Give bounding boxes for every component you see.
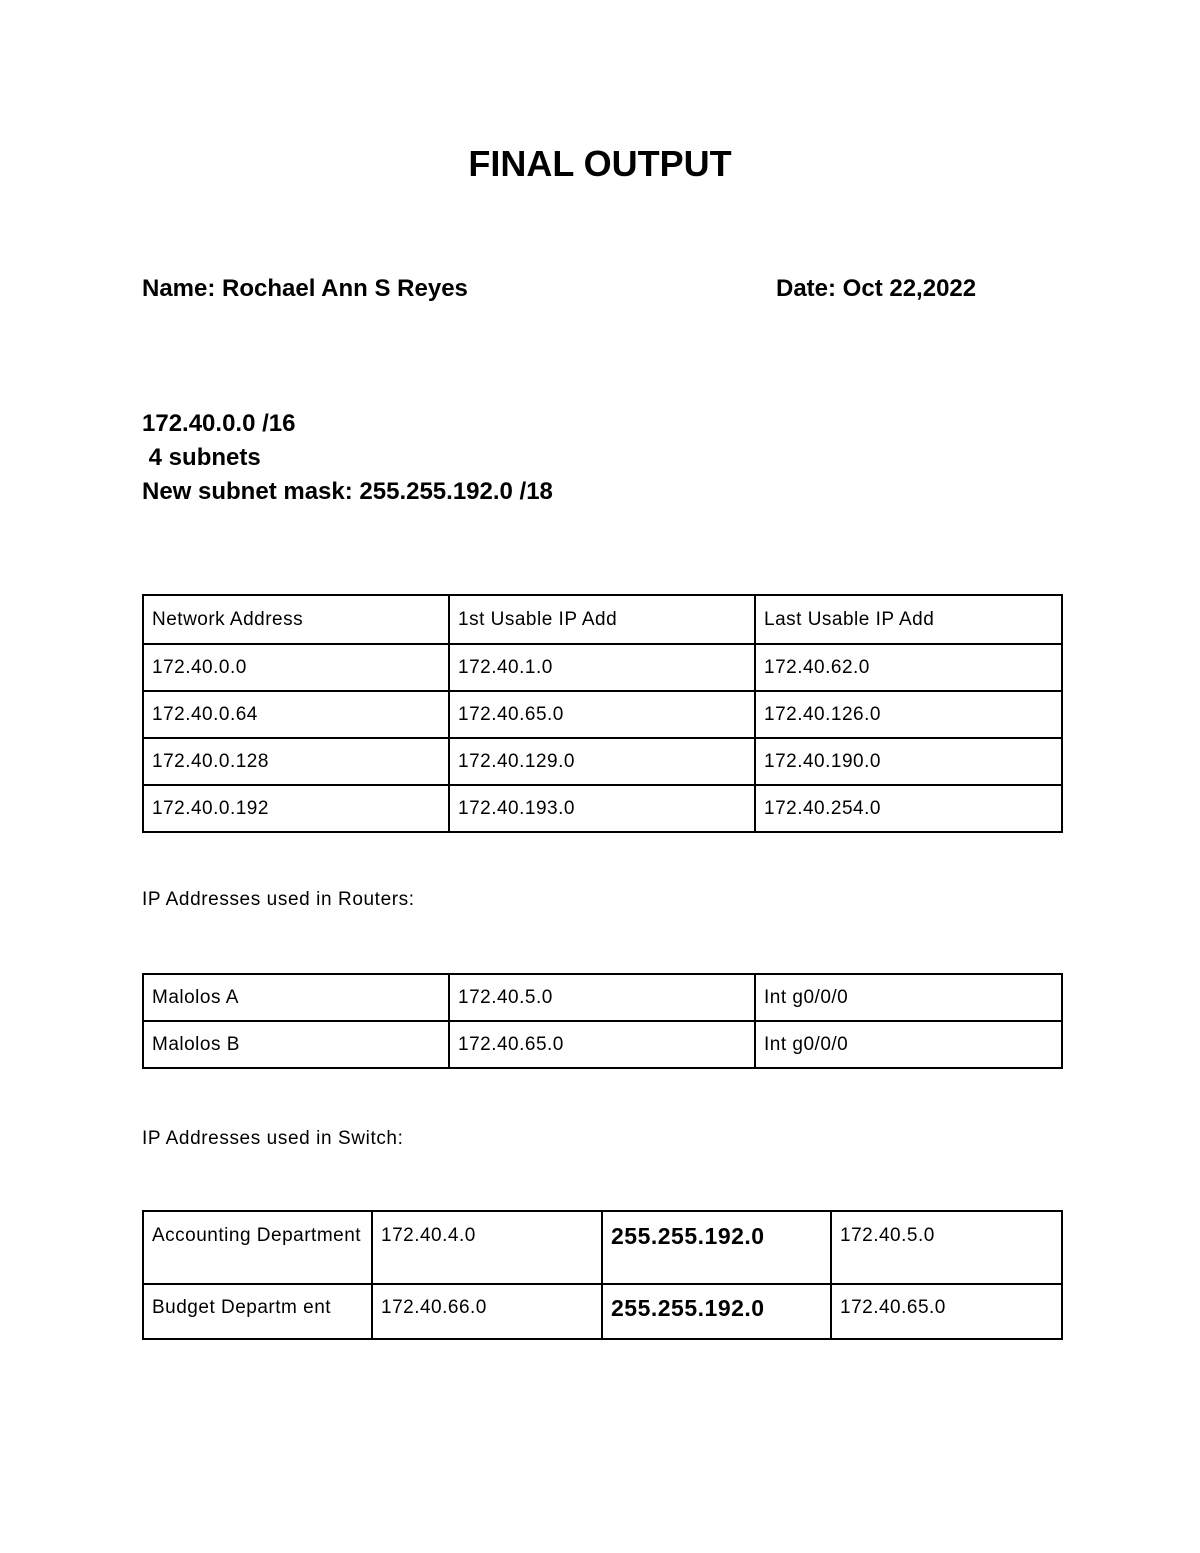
router-name: Malolos B <box>143 1021 449 1068</box>
header-network-address: Network Address <box>143 595 449 644</box>
default-gateway: 172.40.5.0 <box>831 1211 1062 1284</box>
table-cell: 172.40.0.192 <box>143 785 449 832</box>
routers-table <box>142 973 1063 1069</box>
router-name: Malolos A <box>143 974 449 1021</box>
router-ip: 172.40.5.0 <box>449 974 755 1021</box>
subnet-mask: 255.255.192.0 <box>602 1211 831 1284</box>
table-row <box>143 1021 1062 1068</box>
subnet-mask: 255.255.192.0 <box>602 1284 831 1339</box>
table-cell: 172.40.129.0 <box>449 738 755 785</box>
header-first-usable: 1st Usable IP Add <box>449 595 755 644</box>
page-title: FINAL OUTPUT <box>468 143 732 184</box>
default-gateway: 172.40.65.0 <box>831 1284 1062 1339</box>
network-address: 172.40.0.0 /16 <box>142 410 296 437</box>
subnet-table <box>142 594 1063 833</box>
router-interface: Int g0/0/0 <box>755 974 1062 1021</box>
table-cell: 172.40.126.0 <box>755 691 1062 738</box>
table-row <box>143 974 1062 1021</box>
document-date: Date: Oct 22,2022 <box>776 275 977 302</box>
header-last-usable: Last Usable IP Add <box>755 595 1062 644</box>
subnet-count: 4 subnets <box>142 444 261 471</box>
table-cell: 172.40.62.0 <box>755 644 1062 691</box>
department-name: Budget Departm ent <box>143 1284 372 1339</box>
student-name: Name: Rochael Ann S Reyes <box>142 275 468 302</box>
new-subnet-mask: New subnet mask: 255.255.192.0 /18 <box>142 478 553 505</box>
router-interface: Int g0/0/0 <box>755 1021 1062 1068</box>
switch-ip: 172.40.4.0 <box>372 1211 602 1284</box>
table-cell: 172.40.190.0 <box>755 738 1062 785</box>
table-row <box>143 738 1062 785</box>
department-name: Accounting Department <box>143 1211 372 1284</box>
table-header-row <box>143 595 1062 644</box>
table-row <box>143 644 1062 691</box>
table-cell: 172.40.0.64 <box>143 691 449 738</box>
table-row <box>143 1211 1062 1284</box>
table-cell: 172.40.0.0 <box>143 644 449 691</box>
switch-ip: 172.40.66.0 <box>372 1284 602 1339</box>
table-cell: 172.40.1.0 <box>449 644 755 691</box>
router-ip: 172.40.65.0 <box>449 1021 755 1068</box>
routers-section-label: IP Addresses used in Routers: <box>142 889 415 910</box>
table-cell: 172.40.254.0 <box>755 785 1062 832</box>
table-cell: 172.40.65.0 <box>449 691 755 738</box>
table-row <box>143 691 1062 738</box>
table-row <box>143 785 1062 832</box>
table-cell: 172.40.0.128 <box>143 738 449 785</box>
switch-section-label: IP Addresses used in Switch: <box>142 1128 404 1149</box>
switch-table <box>142 1210 1063 1340</box>
table-row <box>143 1284 1062 1339</box>
table-cell: 172.40.193.0 <box>449 785 755 832</box>
